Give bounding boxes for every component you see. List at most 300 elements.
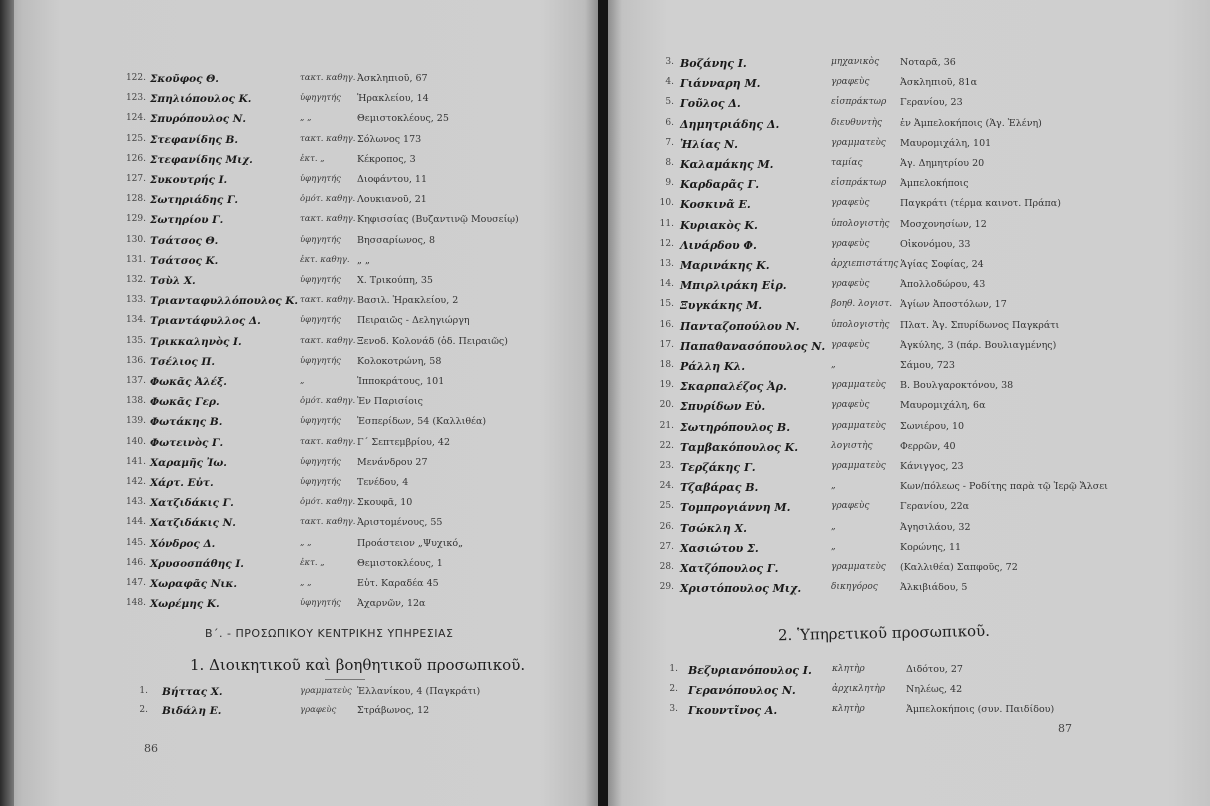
entry-name: Καλαμάκης Μ. xyxy=(680,158,774,171)
subsection-title: 2. Ὑπηρετικοῦ προσωπικοῦ. xyxy=(777,621,991,645)
list-item xyxy=(0,477,598,494)
entry-number: 140. xyxy=(125,436,146,447)
entry-name: Τριανταφυλλόπουλος Κ. xyxy=(150,295,299,308)
entry-position: ὑφηγητής xyxy=(300,174,341,184)
list-item xyxy=(0,315,598,332)
entry-name: Δημητριάδης Δ. xyxy=(680,117,780,131)
entry-number: 124. xyxy=(125,113,146,124)
entry-position: ὑφηγητής xyxy=(300,416,341,427)
entry-address: (Καλλιθέα) Σαπφοῦς, 72 xyxy=(900,562,1018,573)
entry-name: Τσὺλ Χ. xyxy=(150,275,196,287)
entry-position: ὑφηγητής xyxy=(300,355,341,366)
entry-address: Κων/πόλεως - Ροδίτης παρὰ τῷ Ἱερῷ Ἄλσει xyxy=(900,481,1108,493)
entry-name: Σωτηρόπουλος Β. xyxy=(680,420,791,434)
entry-address: Θεμιστοκλέους, 1 xyxy=(357,557,443,569)
entry-number: 14. xyxy=(659,279,674,290)
entry-position: γραμματεὺς xyxy=(831,380,886,391)
entry-number: 1. xyxy=(139,686,148,696)
entry-position: ὑφηγητής xyxy=(300,477,341,487)
entry-address: Μαυρομιχάλη, 101 xyxy=(900,137,992,149)
entry-address: Ἀριστομένους, 55 xyxy=(357,517,443,529)
entry-number: 146. xyxy=(125,557,146,568)
entry-position: γραμματεὺς xyxy=(300,686,352,696)
entry-name: Καρδαρᾶς Γ. xyxy=(680,178,760,192)
title-rule xyxy=(325,679,365,680)
list-item xyxy=(0,134,598,151)
entry-address: Ἀγησιλάου, 32 xyxy=(900,521,971,533)
entry-number: 130. xyxy=(125,234,146,245)
list-item xyxy=(608,522,1210,539)
section-title: Β΄. - ΠΡΟΣΩΠΙΚΟΥ ΚΕΝΤΡΙΚΗΣ ΥΠΗΡΕΣΙΑΣ xyxy=(205,627,454,640)
entry-position: εἰσπράκτωρ xyxy=(831,97,887,108)
entry-address: Ἀχαρνῶν, 12α xyxy=(357,598,426,610)
entry-position: ὑφηγητής xyxy=(300,315,341,326)
entry-name: Χαραμῆς Ἰω. xyxy=(150,456,227,469)
list-item xyxy=(0,356,598,373)
entry-number: 20. xyxy=(659,400,674,411)
entry-position: τακτ. καθηγ. xyxy=(300,335,356,346)
list-item xyxy=(608,279,1210,296)
page-number: 87 xyxy=(1058,722,1072,735)
entry-address: Θεμιστοκλέους, 25 xyxy=(357,113,449,125)
entry-name: Κυριακὸς Κ. xyxy=(680,218,758,232)
list-item xyxy=(0,154,598,171)
list-item xyxy=(0,336,598,353)
entry-name: Χριστόπουλος Μιχ. xyxy=(680,582,802,596)
entry-address: Γ΄ Σεπτεμβρίου, 42 xyxy=(357,436,451,448)
list-item xyxy=(608,239,1210,256)
entry-position: τακτ. καθηγ. xyxy=(300,133,356,144)
entry-number: 23. xyxy=(659,461,674,471)
subsection-title: 1. Διοικητικοῦ καὶ βοηθητικοῦ προσωπικοῦ. xyxy=(190,656,526,674)
entry-number: 25. xyxy=(659,501,674,512)
entry-position: „ „ xyxy=(300,113,312,124)
entry-position: ὁμότ. καθηγ. xyxy=(300,497,356,508)
entry-position: „ xyxy=(831,541,836,552)
entry-number: 15. xyxy=(659,299,674,310)
entry-position: τακτ. καθηγ. xyxy=(300,295,356,306)
entry-name: Γοῦλος Δ. xyxy=(680,97,741,111)
list-item xyxy=(608,259,1210,276)
entry-name: Στεφανίδης Β. xyxy=(150,133,239,146)
list-item xyxy=(0,457,598,474)
list-item xyxy=(608,198,1210,215)
entry-name: Τομπρογιάννη Μ. xyxy=(680,501,791,515)
entry-position: „ xyxy=(831,481,836,492)
entry-position: ὑπολογιστὴς xyxy=(831,218,890,229)
entry-position: κλητὴρ xyxy=(832,664,865,674)
entry-position: „ xyxy=(831,360,836,370)
entry-address: Στράβωνος, 12 xyxy=(357,705,430,716)
entry-position: γραφεὺς xyxy=(831,238,870,249)
list-item xyxy=(0,598,598,615)
entry-name: Βεζυριανόπουλος Ι. xyxy=(688,664,812,677)
entry-name: Χωραφᾶς Νικ. xyxy=(150,578,238,590)
entry-number: 19. xyxy=(659,380,674,391)
entry-name: Σκαρπαλέζος Ἀρ. xyxy=(680,380,787,394)
entry-name: Μαρινάκης Κ. xyxy=(680,259,770,272)
entry-name: Συκουτρής Ι. xyxy=(150,174,228,186)
entry-address: Κολοκοτρώνη, 58 xyxy=(357,355,442,367)
entry-address: Β. Βουλγαροκτόνου, 38 xyxy=(900,380,1014,392)
entry-position: βοηθ. λογιστ. xyxy=(831,299,893,310)
entry-address: Πλατ. Ἁγ. Σπυρίδωνος Παγκράτι xyxy=(900,319,1060,331)
entry-name: Χατζιδάκις Ν. xyxy=(150,517,236,530)
entry-number: 18. xyxy=(659,360,674,370)
entry-address: Τενέδου, 4 xyxy=(357,477,409,488)
entry-address: Πειραιῶς - Δεληγιώργη xyxy=(357,315,470,327)
entry-address: Ἁγ. Δημητρίου 20 xyxy=(900,158,985,169)
entry-number: 1. xyxy=(669,664,678,674)
entry-position: ὁμότ. καθηγ. xyxy=(300,396,356,407)
entry-position: γραφεὺς xyxy=(831,339,870,350)
entry-number: 29. xyxy=(659,582,674,593)
list-item xyxy=(608,542,1210,559)
list-item xyxy=(0,538,598,555)
entry-name: Γερανόπουλος Ν. xyxy=(688,684,796,697)
entry-address: Ἑσπερίδων, 54 (Καλλιθέα) xyxy=(357,416,487,428)
entry-position: ὑπολογιστὴς xyxy=(831,319,890,330)
list-item xyxy=(608,320,1210,337)
entry-position: ὑφηγητής xyxy=(300,598,341,609)
entry-number: 4. xyxy=(665,77,674,88)
entry-number: 5. xyxy=(665,97,674,108)
entry-address: Ἀγκύλης, 3 (πάρ. Βουλιαγμένης) xyxy=(900,339,1057,351)
entry-position: ὁμότ. καθηγ. xyxy=(300,194,356,205)
entry-number: 16. xyxy=(659,319,674,330)
entry-number: 141. xyxy=(125,456,146,467)
list-item xyxy=(608,380,1210,397)
entry-number: 22. xyxy=(659,440,674,451)
entry-address: Γερανίου, 23 xyxy=(900,97,963,109)
list-item xyxy=(0,214,598,231)
entry-number: 139. xyxy=(125,416,146,427)
list-item xyxy=(608,299,1210,316)
entry-number: 126. xyxy=(125,153,146,164)
entry-address: Γερανίου, 22α xyxy=(900,501,970,513)
entry-name: Χάρτ. Εὐτ. xyxy=(150,477,214,489)
entry-number: 147. xyxy=(125,578,146,588)
entry-number: 13. xyxy=(659,259,674,269)
entry-address: Νηλέως, 42 xyxy=(906,684,963,695)
entry-address: Μαυρομιχάλη, 6α xyxy=(900,400,986,412)
entry-position: γραφεὺς xyxy=(831,77,870,88)
entry-name: Χωρέμης Κ. xyxy=(150,598,220,611)
entry-address: Οἰκονόμου, 33 xyxy=(900,238,971,250)
list-item xyxy=(0,416,598,433)
entry-position: γραφεὺς xyxy=(300,705,337,715)
entry-address: Ἁγίων Ἀποστόλων, 17 xyxy=(900,299,1007,311)
list-item xyxy=(0,255,598,272)
entry-address: Ἀμπελοκήποις xyxy=(900,178,969,190)
list-item xyxy=(608,360,1210,377)
entry-address: Ἀλκιβιάδου, 5 xyxy=(900,582,968,594)
entry-position: γραμματεὺς xyxy=(831,137,886,148)
entry-position: τακτ. καθηγ. xyxy=(300,436,356,447)
entry-address: Διοφάντου, 11 xyxy=(357,174,428,185)
entry-number: 28. xyxy=(659,562,674,572)
entry-name: Τερζάκης Γ. xyxy=(680,461,756,474)
entry-name: Γιάνναρη Μ. xyxy=(680,77,761,91)
list-item xyxy=(0,376,598,393)
entry-name: Βοζάνης Ι. xyxy=(680,57,747,70)
entry-number: 135. xyxy=(125,335,146,346)
entry-position: „ „ xyxy=(300,578,312,588)
entry-name: Τσάτσος Κ. xyxy=(150,254,219,267)
list-item xyxy=(0,295,598,312)
entry-position: ἐκτ. „ xyxy=(300,153,325,164)
list-item xyxy=(0,705,598,722)
entry-name: Τριαντάφυλλος Δ. xyxy=(150,315,261,328)
entry-name: Γκουντῖνος Α. xyxy=(688,704,778,717)
entry-number: 138. xyxy=(125,396,146,407)
list-item xyxy=(0,275,598,292)
entry-address: Κηφισσίας (Βυζαντινῷ Μουσείῳ) xyxy=(357,214,519,226)
entry-name: Τζαβάρας Β. xyxy=(680,481,759,495)
entry-address: ἐν Ἀμπελοκήποις (Ἁγ. Ἑλένη) xyxy=(900,117,1042,129)
entry-name: Μπιρλιράκη Εἰρ. xyxy=(680,279,787,293)
list-item xyxy=(0,235,598,252)
entry-address: Κάνιγγος, 23 xyxy=(900,461,964,472)
list-item xyxy=(608,562,1210,579)
entry-position: γραμματεὺς xyxy=(831,420,886,431)
list-item xyxy=(0,194,598,211)
entry-number: 123. xyxy=(125,93,146,104)
entry-name: Φωκᾶς Ἀλέξ. xyxy=(150,376,227,388)
entry-number: 12. xyxy=(659,238,674,249)
list-item xyxy=(0,578,598,595)
entry-position: γραφεὺς xyxy=(831,279,870,290)
entry-number: 10. xyxy=(659,198,674,209)
entry-number: 8. xyxy=(665,158,674,168)
entry-address: Νοταρᾶ, 36 xyxy=(900,57,956,68)
entry-position: γραφεὺς xyxy=(831,400,870,411)
entry-position: ἐκτ. καθηγ. xyxy=(300,254,350,265)
entry-number: 128. xyxy=(125,194,146,205)
entry-number: 11. xyxy=(659,218,674,229)
entry-number: 142. xyxy=(125,477,146,487)
list-item xyxy=(608,57,1210,74)
list-item xyxy=(608,97,1210,114)
entry-name: Σωτηριάδης Γ. xyxy=(150,194,239,207)
entry-position: μηχανικὸς xyxy=(831,57,880,67)
right-page xyxy=(608,0,1210,806)
list-item xyxy=(608,461,1210,478)
entry-position: ἐκτ. „ xyxy=(300,557,325,568)
entry-number: 144. xyxy=(125,517,146,528)
entry-name: Λινάρδου Φ. xyxy=(680,238,757,252)
entry-position: ταμίας xyxy=(831,158,863,168)
entry-number: 143. xyxy=(125,497,146,508)
entry-address: Ἐν Παρισίοις xyxy=(357,396,423,408)
list-item xyxy=(608,441,1210,458)
list-item xyxy=(0,396,598,413)
entry-address: Λουκιανοῦ, 21 xyxy=(357,194,427,206)
entry-address: Σωνιέρου, 10 xyxy=(900,420,965,432)
entry-address: Σάμου, 723 xyxy=(900,360,955,371)
list-item xyxy=(0,437,598,454)
entry-address: Σόλωνος 173 xyxy=(357,133,422,145)
list-item xyxy=(0,93,598,110)
list-item xyxy=(608,178,1210,195)
list-item xyxy=(608,400,1210,417)
entry-number: 2. xyxy=(139,705,148,715)
entry-name: Τσάτσος Θ. xyxy=(150,234,219,247)
entry-position: ἀρχικλητὴρ xyxy=(832,684,886,694)
entry-number: 134. xyxy=(125,315,146,326)
entry-position: γραφεὺς xyxy=(831,198,870,209)
entry-name: Τρικκαληνὸς Ι. xyxy=(150,335,242,348)
entry-position: δικηγόρος xyxy=(831,582,878,593)
entry-position: ἀρχιεπιστάτης xyxy=(831,259,899,269)
entry-number: 27. xyxy=(659,541,674,552)
entry-position: „ xyxy=(300,376,305,386)
list-item xyxy=(608,664,1210,681)
entry-position: εἰσπράκτωρ xyxy=(831,178,887,189)
list-item xyxy=(0,686,598,703)
list-item xyxy=(608,481,1210,498)
list-item xyxy=(608,582,1210,599)
entry-position: ὑφηγητής xyxy=(300,275,341,285)
entry-position: διευθυντὴς xyxy=(831,117,883,128)
entry-name: Σκοῦφος Θ. xyxy=(150,73,219,85)
entry-number: 129. xyxy=(125,214,146,225)
entry-number: 26. xyxy=(659,521,674,532)
entry-name: Ἠλίας Ν. xyxy=(680,137,739,151)
entry-name: Χασιώτου Σ. xyxy=(680,541,759,555)
list-item xyxy=(608,501,1210,518)
entry-name: Κοσκινᾶ Ε. xyxy=(680,198,751,212)
entry-address: Ἀσκληπιοῦ, 81α xyxy=(900,77,978,89)
entry-name: Σπηλιόπουλος Κ. xyxy=(150,93,252,106)
entry-number: 3. xyxy=(665,57,674,67)
entry-position: γραμματεὺς xyxy=(831,461,886,471)
entry-number: 21. xyxy=(659,420,674,431)
entry-position: ὑφηγητής xyxy=(300,456,341,467)
entry-position: ὑφηγητής xyxy=(300,93,341,104)
list-item xyxy=(0,558,598,575)
left-page xyxy=(0,0,598,806)
entry-number: 24. xyxy=(659,481,674,492)
entry-name: Φωτεινὸς Γ. xyxy=(150,436,224,449)
entry-position: τακτ. καθηγ. xyxy=(300,214,356,225)
entry-name: Στεφανίδης Μιχ. xyxy=(150,153,253,166)
entry-number: 9. xyxy=(665,178,674,189)
list-item xyxy=(0,73,598,90)
entry-number: 148. xyxy=(125,598,146,609)
entry-position: ὑφηγητής xyxy=(300,234,341,245)
entry-position: κλητὴρ xyxy=(832,704,865,714)
entry-position: τακτ. καθηγ. xyxy=(300,517,356,528)
entry-position: γραμματεὺς xyxy=(831,562,886,572)
entry-address: Ἁγίας Σοφίας, 24 xyxy=(900,259,984,270)
list-item xyxy=(0,174,598,191)
list-item xyxy=(608,138,1210,155)
entry-address: Μοσχονησίων, 12 xyxy=(900,218,987,230)
entry-name: Βήττας Χ. xyxy=(162,686,223,698)
entry-address: Εὐτ. Καραδέα 45 xyxy=(357,578,439,589)
entry-number: 6. xyxy=(665,117,674,128)
entry-number: 136. xyxy=(125,355,146,366)
entry-address: Προάστειον „Ψυχικό„ xyxy=(357,537,463,549)
list-item xyxy=(608,118,1210,135)
entry-number: 2. xyxy=(669,684,678,694)
entry-number: 133. xyxy=(125,295,146,306)
entry-number: 7. xyxy=(665,137,674,148)
entry-name: Ξυγκάκης Μ. xyxy=(680,299,763,313)
entry-name: Χατζιδάκις Γ. xyxy=(150,497,234,510)
entry-address: Ἡρακλείου, 14 xyxy=(357,93,429,105)
entry-address: Ἱπποκράτους, 101 xyxy=(357,376,445,387)
entry-position: „ xyxy=(831,521,836,532)
entry-position: τακτ. καθηγ. xyxy=(300,73,356,83)
entry-number: 122. xyxy=(125,73,146,83)
entry-number: 127. xyxy=(125,174,146,184)
page-number: 86 xyxy=(144,742,158,755)
entry-address: Παγκράτι (τέρμα καινοτ. Πράπα) xyxy=(900,198,1061,210)
entry-name: Ταμβακόπουλος Κ. xyxy=(680,440,799,454)
entry-address: Μενάνδρου 27 xyxy=(357,456,428,468)
entry-number: 125. xyxy=(125,133,146,144)
entry-name: Φωκᾶς Γερ. xyxy=(150,396,220,409)
entry-address: Ἀσκληπιοῦ, 67 xyxy=(357,73,428,84)
entry-address: Ἑλλανίκου, 4 (Παγκράτι) xyxy=(357,686,481,697)
entry-name: Φωτάκης Β. xyxy=(150,416,223,429)
entry-name: Σπυρίδων Εὐ. xyxy=(680,400,766,414)
entry-address: Σκουφᾶ, 10 xyxy=(357,497,413,509)
entry-address: Ἀμπελοκήποις (συν. Παιδίδου) xyxy=(906,704,1055,715)
list-item xyxy=(608,704,1210,721)
entry-position: „ „ xyxy=(300,537,312,548)
list-item xyxy=(0,497,598,514)
entry-name: Χόνδρος Δ. xyxy=(150,537,216,550)
entry-name: Πανταζοπούλου Ν. xyxy=(680,319,800,333)
entry-number: 17. xyxy=(659,339,674,350)
list-item xyxy=(0,113,598,130)
list-item xyxy=(608,421,1210,438)
entry-address: Βησσαρίωνος, 8 xyxy=(357,234,436,246)
entry-address: Ξενοδ. Κολονάδ (ὁδ. Πειραιῶς) xyxy=(357,335,508,347)
entry-name: Χατζόπουλος Γ. xyxy=(680,562,779,575)
entry-address: Χ. Τρικούπη, 35 xyxy=(357,275,433,286)
entry-address: „ „ xyxy=(357,254,370,266)
entry-number: 131. xyxy=(125,254,146,265)
entry-address: Ἀπολλοδώρου, 43 xyxy=(900,279,986,291)
entry-position: λογιστὴς xyxy=(831,440,873,451)
list-item xyxy=(608,219,1210,236)
entry-number: 145. xyxy=(125,537,146,548)
entry-address: Βασιλ. Ἡρακλείου, 2 xyxy=(357,295,459,307)
entry-address: Κέκροπος, 3 xyxy=(357,153,416,165)
book-gutter xyxy=(598,0,608,806)
entry-address: Κορώνης, 11 xyxy=(900,541,962,553)
entry-number: 132. xyxy=(125,275,146,285)
list-item xyxy=(608,77,1210,94)
list-item xyxy=(608,340,1210,357)
list-item xyxy=(608,158,1210,175)
entry-number: 3. xyxy=(669,704,678,714)
entry-name: Τσέλιος Π. xyxy=(150,355,216,368)
list-item xyxy=(608,684,1210,701)
entry-address: Διδότου, 27 xyxy=(906,664,963,675)
entry-name: Σωτηρίου Γ. xyxy=(150,214,224,227)
entry-name: Τσώκλη Χ. xyxy=(680,521,747,535)
entry-address: Φερρῶν, 40 xyxy=(900,440,956,452)
entry-name: Βιδάλη Ε. xyxy=(162,705,222,717)
entry-number: 137. xyxy=(125,376,146,386)
entry-name: Χρυσοσπάθης Ι. xyxy=(150,557,244,570)
entry-name: Παπαθανασόπουλος Ν. xyxy=(680,339,826,353)
